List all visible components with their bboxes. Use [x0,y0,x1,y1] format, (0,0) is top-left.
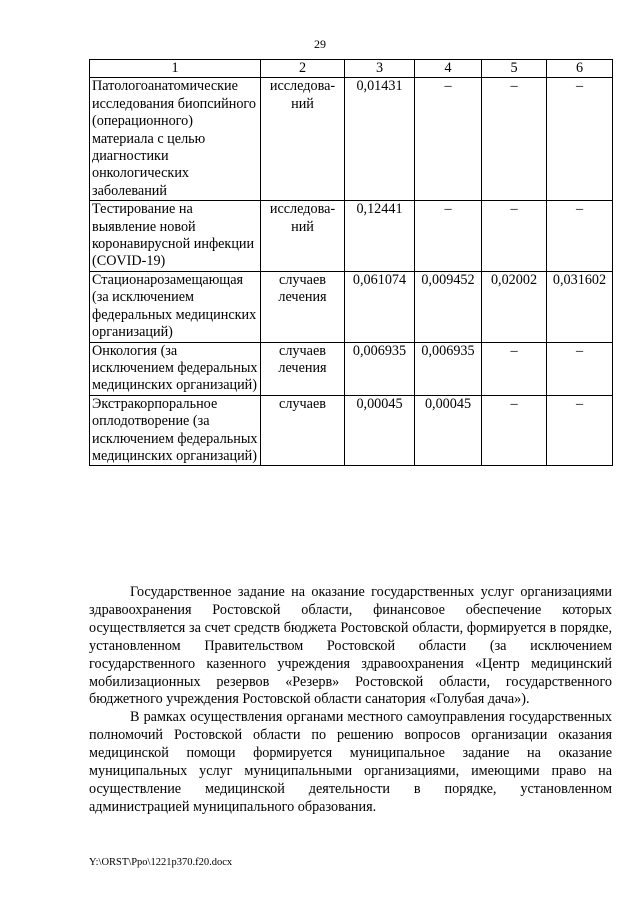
row-value-cell: 0,12441 [345,201,415,272]
table-header-row [90,60,613,78]
row-value-cell: – [415,201,482,272]
body-text [89,584,612,817]
row-value-cell: – [482,201,547,272]
row-name-cell: Экстракорпоральное оплодотворение (за исключением федеральных медицинских организаций) [90,395,261,466]
column-header: 2 [261,60,345,78]
row-unit-cell: случаев лечения [261,271,345,342]
column-header: 4 [415,60,482,78]
row-name-cell: Стационарозамещающая (за исключением федеральных медицинских организаций) [90,271,261,342]
row-value-cell: – [415,78,482,201]
paragraph: Государственное задание на оказание государственных услуг организациями здравоохранения Ростовской области, финансовое обеспечение которых осуществляется за счет средств бюджета Ростовской области, формируется в порядке, установленном Правительством Ростовской области (за исключением государственного казенного учреждения здравоохранения «Центр медицинский мобилизационных резервов «Резерв» Ростовской области, государственного бюджетного учреждения Ростовской области санатория «Голубая дача»). [89,584,612,708]
row-value-cell: 0,02002 [482,271,547,342]
page-number: 29 [314,37,326,51]
row-name-cell: Онкология (за исключением федеральных медицинских организаций) [90,342,261,395]
row-value-cell: – [547,201,613,272]
row-value-cell: – [482,78,547,201]
row-value-cell: – [547,395,613,466]
row-value-cell: 0,00045 [415,395,482,466]
row-value-cell: 0,031602 [547,271,613,342]
row-name-cell: Патологоанатомические исследования биопсийного (операционного) материала с целью диагностики онкологических заболеваний [90,78,261,201]
row-value-cell: 0,01431 [345,78,415,201]
table-row [90,78,613,201]
column-header: 3 [345,60,415,78]
column-header: 1 [90,60,261,78]
footer-file-path: Y:\ORST\Ppo\1221p370.f20.docx [89,857,233,868]
row-value-cell: 0,006935 [345,342,415,395]
column-header: 5 [482,60,547,78]
row-value-cell: 0,009452 [415,271,482,342]
table-row [90,271,613,342]
row-unit-cell: исследова-ний [261,201,345,272]
row-unit-cell: исследова-ний [261,78,345,201]
row-value-cell: – [482,395,547,466]
row-unit-cell: случаев лечения [261,342,345,395]
row-value-cell: – [482,342,547,395]
row-unit-cell: случаев [261,395,345,466]
row-value-cell: – [547,342,613,395]
column-header: 6 [547,60,613,78]
row-value-cell: 0,061074 [345,271,415,342]
row-name-cell: Тестирование на выявление новой коронавирусной инфекции (COVID-19) [90,201,261,272]
paragraph: В рамках осуществления органами местного самоуправления государственных полномочий Ростовской области по решению вопросов организации оказания медицинской помощи формируется муниципальное задание на оказание муниципальных услуг муниципальными организациями, имеющими право на осуществление медицинской деятельности в порядке, установленном администрацией муниципального образования. [89,709,612,815]
table-row [90,395,613,466]
row-value-cell: – [547,78,613,201]
row-value-cell: 0,00045 [345,395,415,466]
table-row [90,342,613,395]
data-table [89,59,613,466]
table-row [90,201,613,272]
row-value-cell: 0,006935 [415,342,482,395]
